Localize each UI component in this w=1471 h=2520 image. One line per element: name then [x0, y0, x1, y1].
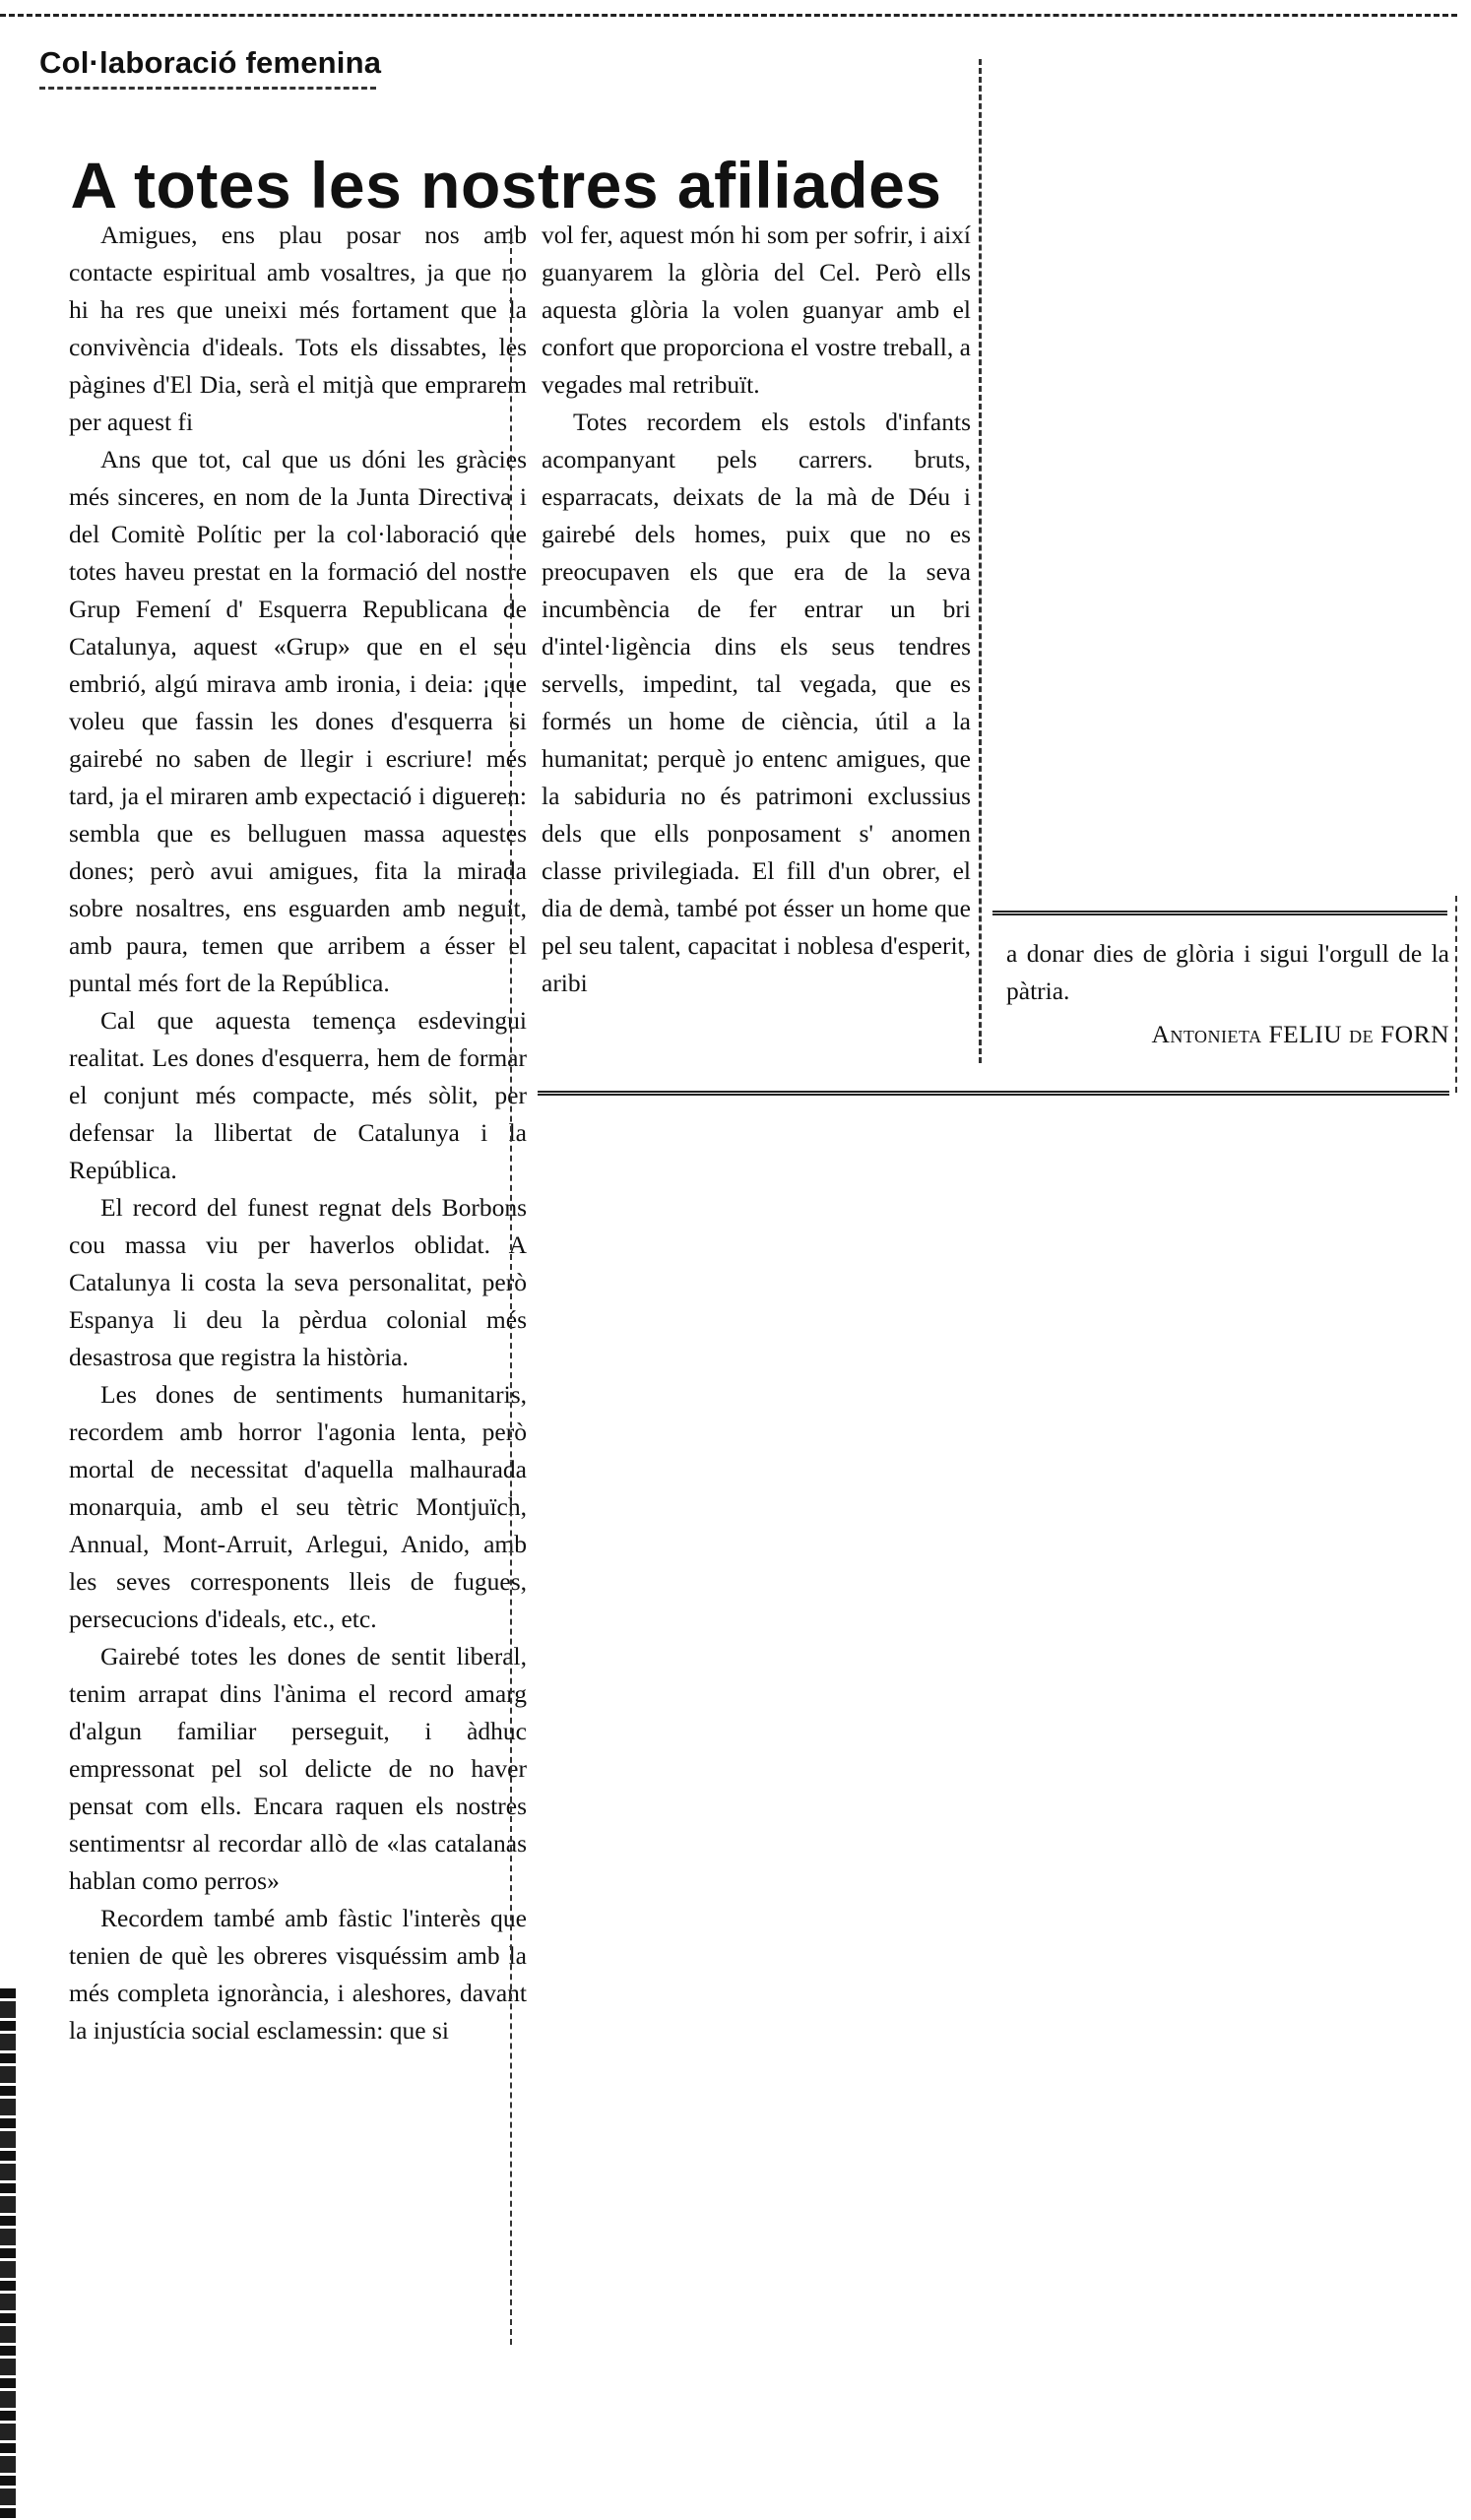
- article-column-1: [69, 217, 527, 2049]
- paragraph: El record del funest regnat dels Borbons cou massa viu per haverlos oblidat. A Catalunya li costa la seva personalitat, però Espanya li deu la pèrdua colonial més desastrosa que registra la història.: [69, 1193, 527, 1371]
- signature-surname: FELIU: [1268, 1020, 1343, 1048]
- paragraph: Les dones de sentiments humanitaris, recordem amb horror l'agonia lenta, però mortal de necessitat d'aquella malhaurada monarquia, amb el seu tètric Montjuïch, Annual, Mont-Arruit, Arlegui, Anido, amb les seves corresponents lleis de fugues, persecucions d'ideals, etc., etc.: [69, 1380, 527, 1633]
- paragraph: Totes recordem els estols d'infants acompanyant pels carrers. bruts, esparracats, deixats de la mà de Déu i gairebé dels homes, puix que no es preocupaven els que era de la seva incumbència de fer entrar un bri d'intel·ligència dins els seus tendres servells, impedint, tal vegada, que es formés un home de ciència, útil a la humanitat; perquè jo entenc amigues, que la sabiduria no és patrimoni exclussius dels que ells ponposament s' anomen classe privilegiada. El fill d'un obrer, el dia de demà, també pot ésser un home que pel seu talent, capacitat i noblesa d'esperit, aribi: [542, 408, 971, 997]
- paragraph: Cal que aquesta temença esdevingui realitat. Les dones d'esquerra, hem de formar el conjunt més compacte, més sòlit, per defensar la llibertat de Catalunya i la República.: [69, 1006, 527, 1184]
- article-column-2: [542, 217, 971, 1002]
- scan-edge-artifact: [0, 1988, 16, 2520]
- author-signature: [1006, 1016, 1449, 1053]
- article-column-3: [1006, 935, 1449, 1053]
- paragraph: a donar dies de glòria i sigui l'orgull de la pàtria.: [1006, 939, 1449, 1005]
- paragraph: Ans que tot, cal que us dóni les gràcies més sinceres, en nom de la Junta Directiva i del Comitè Polític per la col·laboració que totes haveu prestat en la formació del nostre Grup Femení d' Esquerra Republicana de Catalunya, aquest «Grup» que en el seu embrió, algú mirava amb ironia, i deia: ¡que voleu que fassin les dones d'esquerra si gairebé no saben de llegir i escriure! més tard, ja el miraren amb expectació i digueren: sembla que es belluguen massa aquestes dones; però avui amigues, fita la mirada sobre nosaltres, ens esguarden amb neguit, amb paura, temen que arribem a ésser el puntal més fort de la República.: [69, 445, 527, 997]
- top-border-rule: [0, 14, 1457, 17]
- column-divider: [979, 59, 982, 1063]
- signature-particle: de: [1349, 1020, 1375, 1048]
- box-right-rule: [1455, 896, 1457, 1093]
- section-underline: [39, 87, 376, 90]
- box-top-rule: [992, 911, 1447, 915]
- paragraph: Gairebé totes les dones de sentit liberal, tenim arrapat dins l'ànima el record amarg d'algun familiar perseguit, i àdhuc empressonat pel sol delicte de no haver pensat com ells. Encara raquen els nostres sentimentsr al recordar allò de «las catalanas hablan como perros»: [69, 1642, 527, 1895]
- article-headline: A totes les nostres afiliades: [70, 149, 942, 222]
- article-end-rule: [538, 1091, 1449, 1096]
- section-label: Col·laboració femenina: [39, 45, 382, 80]
- paragraph: vol fer, aquest món hi som per sofrir, i així guanyarem la glòria del Cel. Però ells aquesta glòria la volen guanyar amb el confort que proporciona el vostre treball, a vegades mal retribuït.: [542, 220, 971, 399]
- signature-given-name: Antonieta: [1151, 1020, 1262, 1048]
- paragraph: Amigues, ens plau posar nos amb contacte espiritual amb vosaltres, ja que no hi ha res que uneixi més fortament que la convivència d'ideals. Tots els dissabtes, les pàgines d'El Dia, serà el mitjà que emprarem per aquest fi: [69, 220, 527, 436]
- column-divider: [510, 228, 512, 2345]
- paragraph: Recordem també amb fàstic l'interès que tenien de què les obreres visquéssim amb la més completa ignorància, i aleshores, davant la injustícia social esclamessin: que si: [69, 1904, 527, 2045]
- signature-family-name: FORN: [1379, 1020, 1449, 1048]
